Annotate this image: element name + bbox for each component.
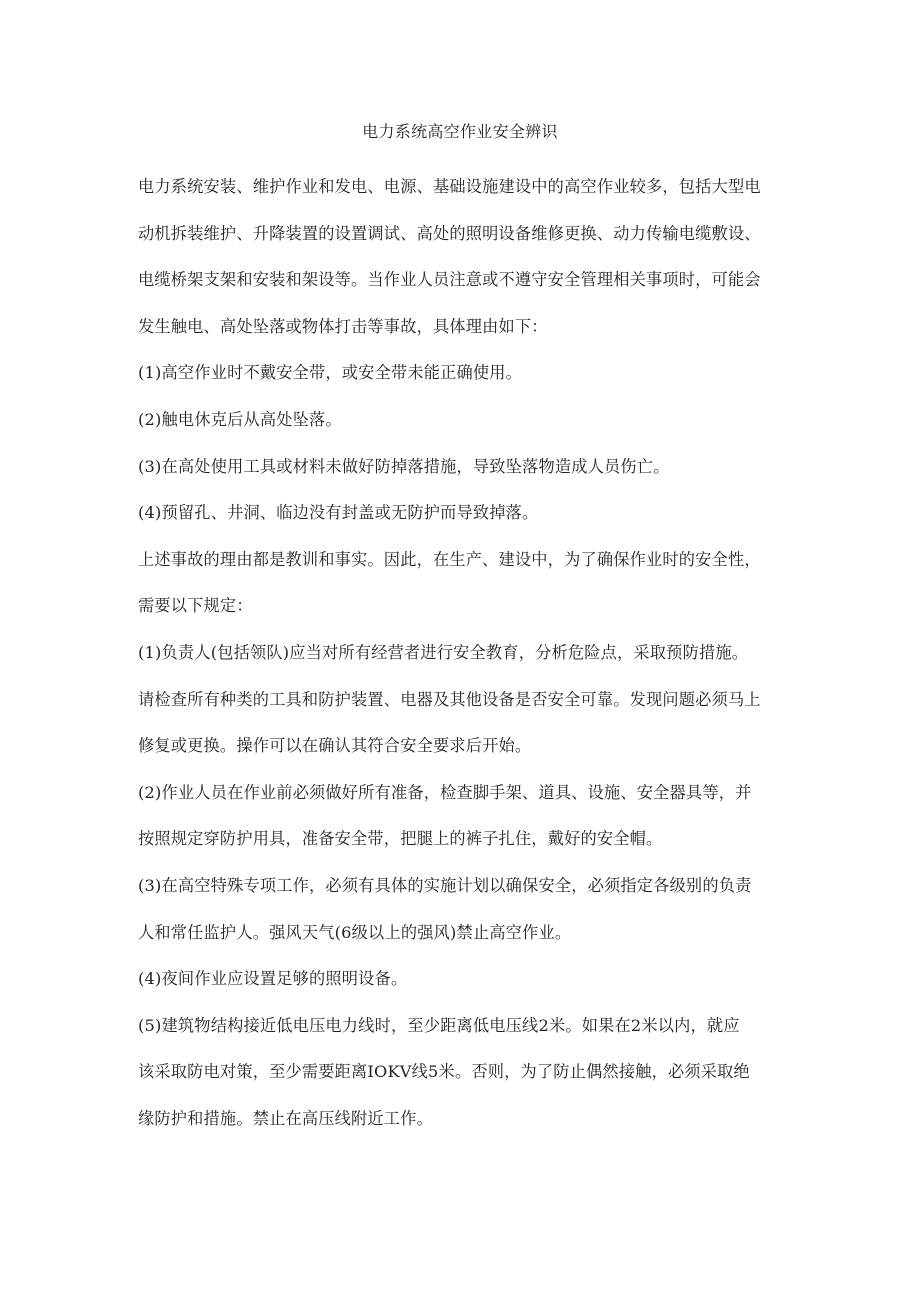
text-line: 请检查所有种类的工具和防护装置、电器及其他设备是否安全可靠。发现问题必须马上 xyxy=(138,689,761,709)
text-line: 电力系统安装、维护作业和发电、电源、基础设施建设中的高空作业较多，包括大型电 xyxy=(138,177,761,196)
text-line: (2)作业人员在作业前必须做好所有准备，检查脚手架、道具、设施、安全器具等，并 xyxy=(138,782,752,802)
text-line: (4)夜间作业应设置足够的照明设备。 xyxy=(138,969,408,989)
text-line: 发生触电、高处坠落或物体打击等事故，具体理由如下： xyxy=(138,316,548,336)
text-line: 需要以下规定： xyxy=(138,596,253,616)
text-line: 人和常任监护人。强风天气(6级以上的强风)禁止高空作业。 xyxy=(138,922,572,942)
text-line: 电缆桥架支架和安装和架设等。当作业人员注意或不遵守安全管理相关事项时，可能会 xyxy=(138,270,761,290)
text-line: 上述事故的理由都是教训和事实。因此，在生产、建设中，为了确保作业时的安全性， xyxy=(138,549,761,569)
text-line: 按照规定穿防护用具，准备安全带，把腿上的裤子扎住，戴好的安全帽。 xyxy=(138,829,663,849)
text-line: 缘防护和措施。禁止在高压线附近工作。 xyxy=(138,1108,433,1128)
text-line: (3)在高处使用工具或材料未做好防掉落措施，导致坠落物造成人员伤亡。 xyxy=(138,456,670,476)
text-line: (2)触电休克后从高处坠落。 xyxy=(138,409,342,429)
document-title: 电力系统高空作业安全辨识 xyxy=(362,122,558,141)
document-body xyxy=(138,164,798,1142)
text-line: (1)负责人(包括领队)应当对所有经营者进行安全教育，分析危险点，采取预防措施。 xyxy=(138,642,749,662)
text-line: 该采取防电对策，至少需要距离IOKV线5米。否则，为了防止偶然接触，必须采取绝 xyxy=(138,1062,750,1082)
text-line: (3)在高空特殊专项工作，必须有具体的实施计划以确保安全，必须指定各级别的负责 xyxy=(138,875,752,895)
text-line: (5)建筑物结构接近低电压电力线时，至少距离低电压线2米。如果在2米以内，就应 xyxy=(138,1015,740,1035)
text-line: 修复或更换。操作可以在确认其符合安全要求后开始。 xyxy=(138,736,532,756)
text-line: (1)高空作业时不戴安全带，或安全带未能正确使用。 xyxy=(138,363,523,383)
text-line: (4)预留孔、井洞、临边没有封盖或无防护而导致掉落。 xyxy=(138,503,539,523)
text-line: 动机拆装维护、升降装置的设置调试、高处的照明设备维修更换、动力传输电缆敷设、 xyxy=(138,223,761,243)
